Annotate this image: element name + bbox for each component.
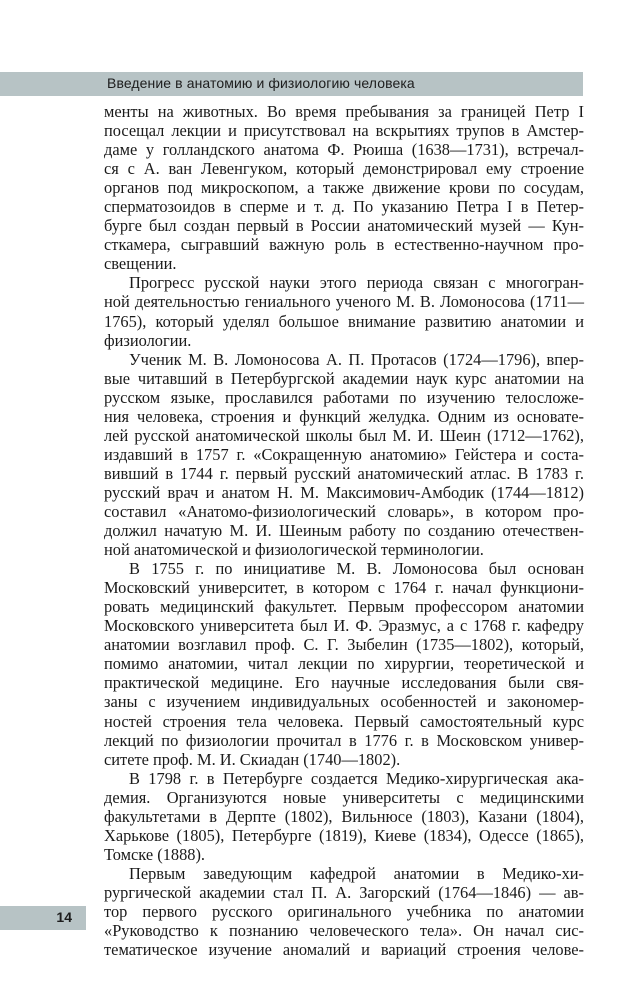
text-line: ной анатомической и физиологической терминологии.: [104, 540, 484, 560]
text-line: тор первого русского оригинального учебника по анатомии: [104, 901, 584, 921]
text-line: физиологии.: [104, 330, 192, 350]
text-line: Московского университета был И. Ф. Эразмус, а с 1768 г. кафедру: [104, 616, 584, 636]
text-line: русский врач и анатом Н. М. Максимович-Амбодик (1744—1812): [104, 482, 584, 502]
text-line: заны с изучением индивидуальных особенностей и закономер-: [104, 692, 584, 712]
text-line: Томске (1888).: [104, 844, 206, 864]
text-line: органов под микроскопом, а также движение крови по сосудам,: [104, 178, 584, 198]
text-line: практической медицине. Его научные исследования были свя-: [104, 673, 584, 693]
text-line: анатомии возглавил проф. С. Г. Зыбелин (1735—1802), который,: [104, 635, 584, 655]
page-number: 14: [56, 909, 72, 925]
text-line: В 1798 г. в Петербурге создается Медико-хирургическая ака-: [129, 768, 584, 788]
text-line: ния человека, строения и функций желудка. Одним из основате-: [104, 406, 584, 426]
text-line: рургической академии стал П. А. Загорский (1764—1846) — ав-: [104, 882, 584, 902]
text-line: ностей строения тела человека. Первый самостоятельный курс: [104, 711, 584, 731]
text-line: Первым заведующим кафедрой анатомии в Медико-хи-: [129, 863, 584, 883]
text-line: факультетами в Дерпте (1802), Вильнюсе (1803), Казани (1804),: [104, 806, 584, 826]
page-number-tab: [0, 906, 86, 930]
text-line: Прогресс русской науки этого периода связан с многогран-: [129, 273, 584, 293]
text-line: лей русской анатомической школы был М. И. Шеин (1712—1762),: [104, 425, 584, 445]
text-line: лекций по физиологии прочитал в 1776 г. в Московском универ-: [104, 730, 584, 750]
body-text: [104, 102, 584, 959]
running-header-bar: [0, 72, 583, 96]
text-line: бурге был создан первый в России анатомический музей — Кун-: [104, 216, 584, 236]
text-line: ровать медицинский факультет. Первым профессором анатомии: [104, 597, 584, 617]
text-line: свещении.: [104, 254, 177, 274]
text-line: Ученик М. В. Ломоносова А. П. Протасов (1724—1796), впер-: [129, 349, 584, 369]
text-line: должил начатую М. И. Шеиным работу по созданию отечествен-: [104, 521, 584, 541]
text-line: сткамера, сыгравший важную роль в естественно-научном про-: [104, 235, 584, 255]
text-line: В 1755 г. по инициативе М. В. Ломоносова был основан: [129, 559, 584, 579]
text-line: Харькове (1805), Петербурге (1819), Киеве (1834), Одессе (1865),: [104, 825, 584, 845]
text-line: менты на животных. Во время пребывания за границей Петр I: [104, 102, 584, 121]
text-line: вые читавший в Петербургской академии наук курс анатомии на: [104, 368, 584, 388]
text-line: русском языке, прославился работами по изучению телосложе-: [104, 387, 584, 407]
text-line: «Руководство к познанию человеческого тела». Он начал сис-: [104, 921, 584, 941]
text-line: посещал лекции и присутствовал на вскрытиях трупов в Амстер-: [104, 121, 584, 141]
text-line: издавший в 1757 г. «Сокращенную анатомию» Гейстера и соста-: [104, 444, 584, 464]
text-line: составил «Анатомо-физиологический словарь», в котором про-: [104, 501, 584, 521]
text-line: Московский университет, в котором с 1764 г. начал функциони-: [104, 578, 584, 598]
running-header-title: Введение в анатомию и физиологию человека: [107, 75, 415, 91]
text-line: 1765), который уделял большое внимание развитию анатомии и: [104, 311, 584, 331]
text-line: вивший в 1744 г. первый русский анатомический атлас. В 1783 г.: [104, 463, 584, 483]
text-line: ной деятельностью гениального ученого М. В. Ломоносова (1711—: [104, 292, 584, 312]
text-line: ситете проф. М. И. Скиадан (1740—1802).: [104, 749, 401, 769]
text-line: даме у голландского анатома Ф. Рюиша (1638—1731), встречал-: [104, 140, 584, 160]
text-line: помимо анатомии, читал лекции по хирургии, теоретической и: [104, 654, 584, 674]
text-line: сперматозоидов в сперме и т. д. По указанию Петра I в Петер-: [104, 197, 584, 217]
text-line: демия. Организуются новые университеты с медицинскими: [104, 787, 584, 807]
text-line: тематическое изучение аномалий и вариаций строения челове-: [104, 940, 584, 960]
text-line: ся с А. ван Левенгуком, который демонстрировал ему строение: [104, 159, 584, 179]
